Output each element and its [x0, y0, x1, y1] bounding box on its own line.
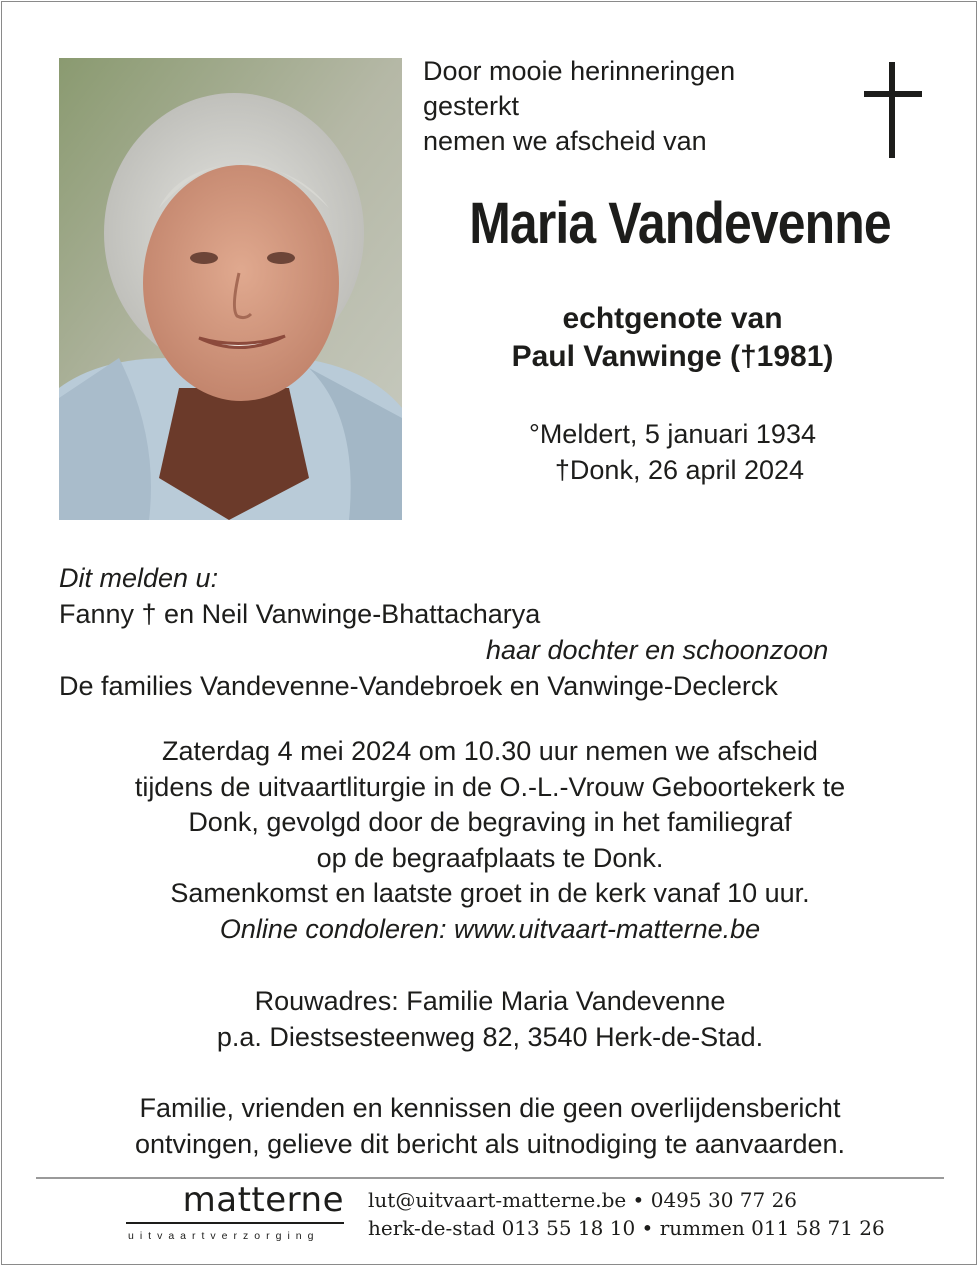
- spouse-name: Paul Vanwinge (†1981): [511, 340, 834, 373]
- intro-line: Door mooie herinneringen: [423, 56, 736, 86]
- announce-families: De families Vandevenne-Vandebroek en Vanwinge-Declerck: [59, 671, 778, 701]
- invite-line: Familie, vrienden en kennissen die geen overlijdensbericht: [139, 1093, 841, 1123]
- contact-line-email-phone[interactable]: lut@uitvaart-matterne.be • 0495 30 77 26: [368, 1188, 798, 1212]
- service-info: [40, 734, 940, 947]
- cross-icon: [864, 62, 922, 158]
- footer-divider: [36, 1177, 944, 1179]
- announce-role: haar dochter en schoonzoon: [486, 635, 829, 665]
- deceased-name: Maria Vandevenne: [469, 191, 891, 256]
- birth-date: °Meldert, 5 januari 1934: [529, 419, 816, 449]
- logo-subtitle: uitvaartverzorging: [128, 1230, 320, 1242]
- intro-line: nemen we afscheid van: [423, 126, 707, 156]
- intro-text: [423, 54, 735, 159]
- service-line: tijdens de uitvaartliturgie in de O.-L.-Vrouw Geboortekerk te: [134, 771, 846, 802]
- matterne-logo: matterne: [182, 1180, 344, 1220]
- logo-underline: [126, 1222, 344, 1224]
- address-line: Rouwadres: Familie Maria Vandevenne: [254, 986, 726, 1016]
- invite-line: ontvingen, gelieve dit bericht als uitnodiging te aanvaarden.: [135, 1129, 845, 1159]
- invitation-note: [40, 1090, 940, 1162]
- life-dates: [440, 416, 905, 488]
- address-line: p.a. Diestsesteenweg 82, 3540 Herk-de-Stad.: [216, 1022, 764, 1052]
- announce-heading: Dit melden u:: [59, 563, 219, 593]
- contact-line-offices: herk-de-stad 013 55 18 10 • rummen 011 58 71 26: [368, 1216, 885, 1240]
- spouse-block: [440, 300, 905, 376]
- mourning-address: [40, 983, 940, 1055]
- death-date: †Donk, 26 april 2024: [554, 455, 805, 485]
- service-line: Zaterdag 4 mei 2024 om 10.30 uur nemen we afscheid: [162, 736, 818, 766]
- contact-info: [368, 1186, 885, 1242]
- service-line: Samenkomst en laatste groet in de kerk vanaf 10 uur.: [170, 878, 810, 908]
- online-condolence-link[interactable]: Online condoleren: www.uitvaart-matterne.be: [219, 913, 761, 944]
- relation-label: echtgenote van: [562, 302, 783, 335]
- announce-family-line: Fanny † en Neil Vanwinge-Bhattacharya: [59, 599, 541, 629]
- intro-line: gesterkt: [423, 91, 520, 121]
- announcement: [59, 560, 919, 704]
- service-line: op de begraafplaats te Donk.: [316, 842, 664, 873]
- portrait-photo: [59, 58, 402, 520]
- service-line: Donk, gevolgd door de begraving in het familiegraf: [188, 807, 792, 837]
